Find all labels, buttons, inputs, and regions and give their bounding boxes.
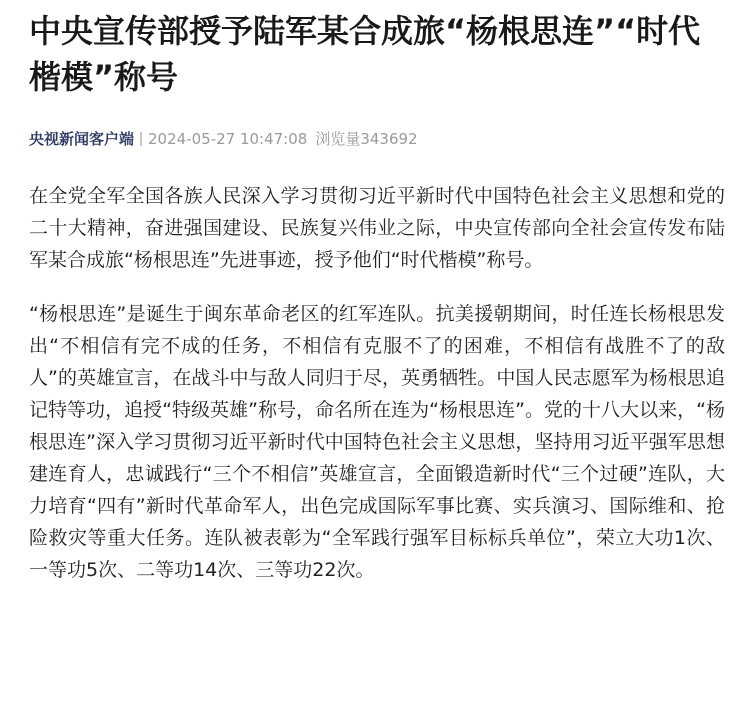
article-title: 中央宣传部授予陆军某合成旅“杨根思连”“时代楷模”称号 bbox=[29, 12, 701, 96]
meta-divider bbox=[140, 132, 142, 146]
publish-datetime: 2024-05-27 10:47:08 bbox=[148, 130, 308, 148]
article-body bbox=[29, 180, 725, 586]
article-paragraph: 在全党全军全国各族人民深入学习贯彻习近平新时代中国特色社会主义思想和党的二十大精神，奋进强国建设、民族复兴伟业之际，中央宣传部向全社会宣传发布陆军某合成旅“杨根思连”先进事迹，授予他们“时代楷模”称号。 bbox=[29, 185, 725, 271]
source-link[interactable]: 央视新闻客户端 bbox=[29, 130, 135, 148]
article-paragraph: “杨根思连”是诞生于闽东革命老区的红军连队。抗美援朝期间，时任连长杨根思发出“不相信有完不成的任务，不相信有克服不了的困难，不相信有战胜不了的敌人”的英雄宣言，在战斗中与敌人同归于尽，英勇牺牲。中国人民志愿军为杨根思追记特等功，追授“特级英雄”称号，命名所在连为“杨根思连”。党的十八大以来，“杨根思连”深入学习贯彻习近平新时代中国特色社会主义思想，坚持用习近平强军思想建连育人，忠诚践行“三个不相信”英雄宣言，全面锻造新时代“三个过硬”连队，大力培育“四有”新时代革命军人，出色完成国际军事比赛、实兵演习、国际维和、抢险救灾等重大任务。连队被表彰为“全军践行强军目标标兵单位”，荣立大功1次、一等功5次、二等功14次、三等功22次。 bbox=[29, 303, 725, 581]
article-meta bbox=[29, 128, 725, 150]
view-count: 浏览量343692 bbox=[315, 130, 418, 148]
